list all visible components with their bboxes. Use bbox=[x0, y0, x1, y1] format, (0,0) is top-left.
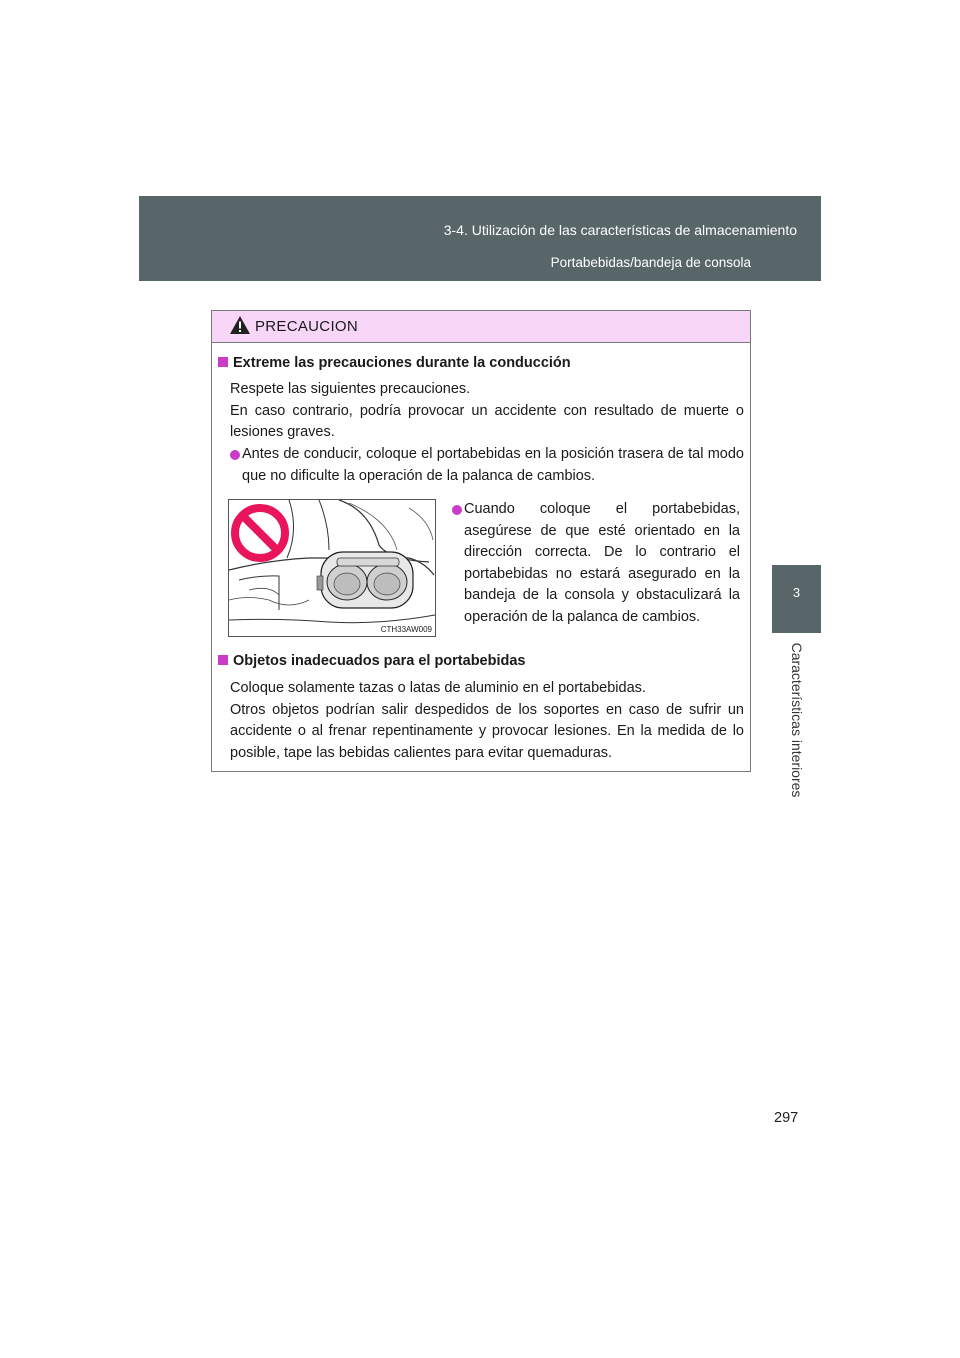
console-cup-holder-image bbox=[229, 500, 435, 636]
bullet-text-2: Cuando coloque el portabebidas, asegúrese de que esté orientado en la dirección correcta. De lo contrario el portabebidas no estará asegurado en la bandeja de la consola y obstaculizará la operación de la palanca de cambios. bbox=[464, 501, 740, 625]
section-heading-driving: Extreme las precauciones durante la conducción bbox=[218, 355, 571, 371]
section-heading-objects: Objetos inadecuados para el portabebidas bbox=[218, 653, 526, 669]
caution-header bbox=[212, 311, 750, 343]
chapter-tab[interactable] bbox=[772, 565, 821, 633]
square-bullet-icon bbox=[218, 655, 228, 665]
cup-holder-illustration bbox=[228, 499, 436, 637]
subsection-title: Portabebidas/bandeja de consola bbox=[550, 255, 751, 270]
objects-text: Coloque solamente tazas o latas de aluminio en el portabebidas. Otros objetos podrían salir despedidos de los soportes en caso de sufrir un accidente o al frenar repentinamente y provocar lesiones. En la medida de lo posible, tape las bebidas calientes para evitar quemaduras. bbox=[230, 680, 744, 761]
chapter-number: 3 bbox=[792, 585, 801, 600]
bullet-dot-icon bbox=[452, 505, 462, 515]
page-number: 297 bbox=[774, 1110, 799, 1126]
illustration-code: CTH33AW009 bbox=[380, 625, 432, 634]
section-title: 3-4. Utilización de las características de almacenamiento bbox=[443, 222, 797, 238]
square-bullet-icon bbox=[218, 357, 228, 367]
header-band bbox=[139, 196, 821, 281]
warning-triangle-icon bbox=[229, 315, 251, 335]
bullet-text-1: Antes de conducir, coloque el portabebidas en la posición trasera de tal modo que no dificulte la operación de la palanca de cambios. bbox=[242, 446, 744, 484]
caution-box bbox=[211, 310, 751, 772]
caution-title: PRECAUCION bbox=[255, 318, 359, 335]
bullet-dot-icon bbox=[230, 450, 240, 460]
intro-text: Respete las siguientes precauciones. En caso contrario, podría provocar un accidente con resultado de muerte o lesiones graves. bbox=[230, 381, 744, 440]
chapter-label: Características interiores bbox=[789, 642, 805, 798]
